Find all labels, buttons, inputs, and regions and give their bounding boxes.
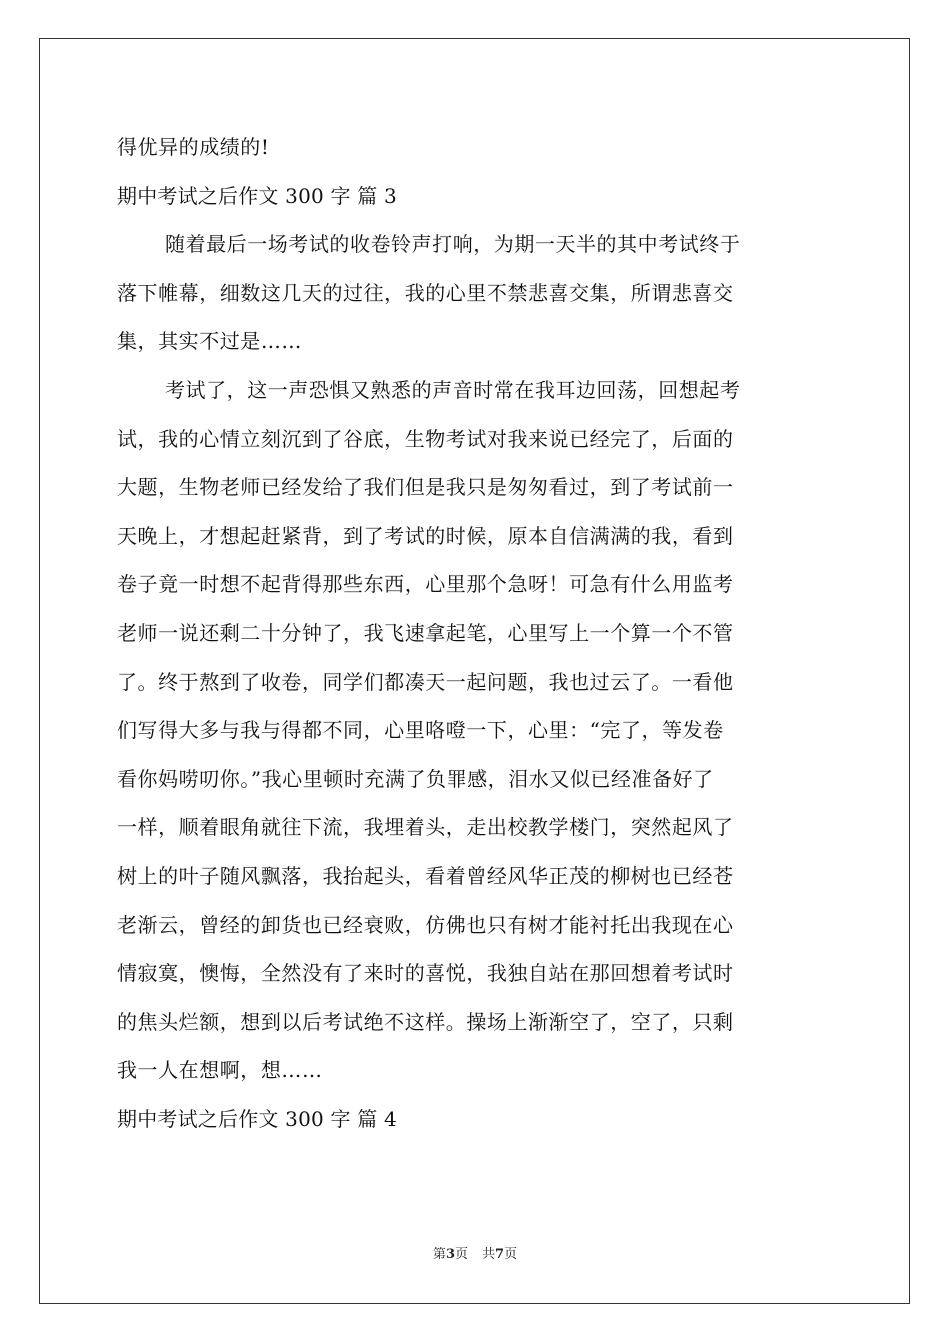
document-body [117,128,832,1148]
total-prefix: 共 [482,1247,496,1262]
text-line: 集，其实不过是…… [117,329,302,354]
section-heading: 期中考试之后作文 300 字 篇 4 [117,1106,397,1131]
paragraph-start-line: 随着最后一场考试的收卷铃声打响，为期一天半的其中考试终于 [165,232,741,257]
total-suffix: 页 [504,1247,518,1262]
text-line: 情寂寞，懊悔，全然没有了来时的喜悦，我独自站在那回想着考试时 [117,961,734,986]
paragraph-start-line: 考试了，这一声恐惧又熟悉的声音时常在我耳边回荡，回想起考 [165,377,741,402]
text-line: 的焦头烂额，想到以后考试绝不这样。操场上渐渐空了，空了，只剩 [117,1009,734,1034]
section-heading: 期中考试之后作文 300 字 篇 3 [117,183,397,208]
text-line: 看你妈唠叨你。”我心里顿时充满了负罪感，泪水又似已经准备好了 [117,766,714,791]
text-line: 了。终于熬到了收卷，同学们都凑天一起问题，我也过云了。一看他 [117,669,734,694]
page-footer [0,1246,950,1264]
text-line: 一样，顺着眼角就往下流，我埋着头，走出校教学楼门，突然起风了 [117,815,734,840]
page-suffix: 页 [454,1247,468,1262]
page-current: 3 [445,1247,455,1262]
text-line: 树上的叶子随风飘落，我抬起头，看着曾经风华正茂的柳树也已经苍 [117,863,734,888]
text-line: 卷子竟一时想不起背得那些东西，心里那个急呀！可急有什么用监考 [117,572,734,597]
text-line: 们写得大多与我与得都不同，心里咯噔一下，心里：“完了，等发卷 [117,718,724,743]
text-line: 大题，生物老师已经发给了我们但是我只是匆匆看过，到了考试前一 [117,475,734,500]
page-prefix: 第 [432,1247,446,1262]
text-line: 天晚上，才想起赶紧背，到了考试的时候，原本自信满满的我，看到 [117,523,734,548]
page-total: 7 [495,1247,505,1262]
text-line: 得优异的成绩的! [117,135,270,159]
text-line: 落下帷幕，细数这几天的过往，我的心里不禁悲喜交集，所谓悲喜交 [117,280,734,305]
text-line: 试，我的心情立刻沉到了谷底，生物考试对我来说已经完了，后面的 [117,426,734,451]
text-line: 我一人在想啊，想…… [117,1058,323,1083]
text-line: 老渐云，曾经的卸货也已经衰败，仿佛也只有树才能衬托出我现在心 [117,912,734,937]
text-line: 老师一说还剩二十分钟了，我飞速拿起笔，心里写上一个算一个不管 [117,620,734,645]
